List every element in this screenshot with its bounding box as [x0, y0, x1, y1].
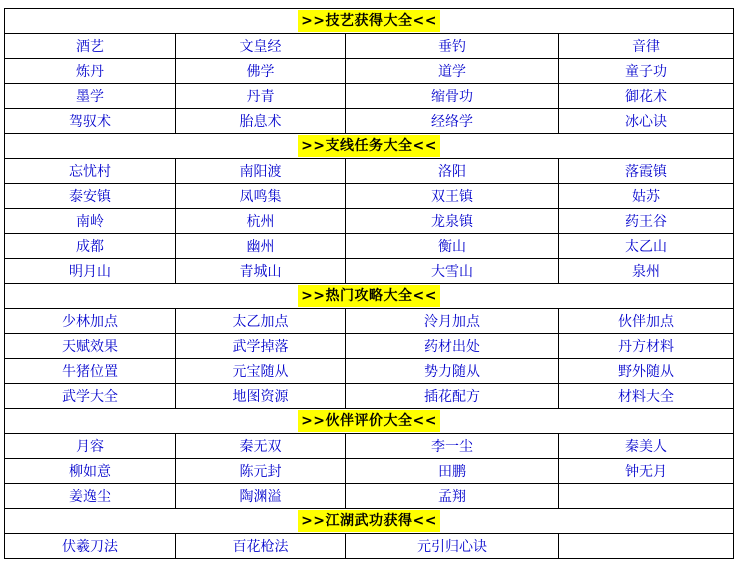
- table-cell: [559, 159, 734, 184]
- guide-link[interactable]: 野外随从: [618, 364, 675, 380]
- table-cell: [559, 534, 734, 559]
- table-cell: [559, 359, 734, 384]
- table-cell: [176, 259, 346, 284]
- table-cell: [346, 234, 559, 259]
- guide-link[interactable]: 柳如意: [69, 464, 111, 480]
- table-cell: [176, 334, 346, 359]
- guide-link[interactable]: 酒艺: [76, 39, 104, 55]
- guide-link[interactable]: 势力随从: [424, 364, 480, 380]
- guide-link[interactable]: 文皇经: [239, 39, 282, 55]
- guide-link[interactable]: 秦无双: [239, 439, 282, 455]
- table-row: [5, 109, 734, 134]
- table-row: [5, 84, 734, 109]
- table-cell: [5, 384, 176, 409]
- table-cell: [176, 234, 346, 259]
- table-cell: [176, 59, 346, 84]
- table-cell: [176, 359, 346, 384]
- guide-link[interactable]: 太乙山: [625, 239, 668, 255]
- guide-index: [4, 8, 733, 559]
- guide-link[interactable]: 丹青: [246, 89, 275, 105]
- guide-link[interactable]: 月容: [76, 439, 104, 455]
- table-cell: [346, 59, 559, 84]
- table-cell: [5, 459, 176, 484]
- guide-link[interactable]: 元引归心诀: [417, 539, 487, 555]
- table-cell: [176, 459, 346, 484]
- table-row: [5, 234, 734, 259]
- guide-link[interactable]: 太乙加点: [232, 314, 289, 330]
- guide-link[interactable]: 牛猪位置: [62, 364, 118, 380]
- guide-link[interactable]: 孟翔: [438, 489, 466, 505]
- table-row: [5, 209, 734, 234]
- guide-link[interactable]: 材料大全: [618, 389, 675, 405]
- guide-link[interactable]: 衡山: [438, 239, 466, 255]
- section-header-row: [5, 134, 734, 159]
- table-cell: [346, 384, 559, 409]
- table-row: [5, 59, 734, 84]
- table-cell: [346, 209, 559, 234]
- guide-link[interactable]: 地图资源: [232, 389, 289, 405]
- table-cell: [559, 434, 734, 459]
- section-header: [5, 9, 734, 34]
- section-title: >>支线任务大全<<: [298, 135, 440, 157]
- guide-link[interactable]: 炼丹: [76, 64, 104, 80]
- section-header-row: [5, 509, 734, 534]
- table-row: [5, 384, 734, 409]
- table-cell: [5, 34, 176, 59]
- section-title: >>技艺获得大全<<: [298, 10, 440, 32]
- table-cell: [176, 84, 346, 109]
- table-cell: [346, 34, 559, 59]
- guide-link[interactable]: 墨学: [76, 89, 104, 105]
- guide-link[interactable]: 天赋效果: [62, 339, 118, 355]
- section-header: [5, 284, 734, 309]
- table-cell: [346, 159, 559, 184]
- table-cell: [559, 184, 734, 209]
- table-row: [5, 484, 734, 509]
- table-cell: [559, 59, 734, 84]
- table-cell: [5, 84, 176, 109]
- guide-link[interactable]: 经络学: [431, 114, 473, 130]
- guide-link[interactable]: 音律: [632, 39, 661, 55]
- table-cell: [5, 159, 176, 184]
- guide-link[interactable]: 南岭: [76, 214, 104, 230]
- table-cell: [346, 459, 559, 484]
- section-header: [5, 509, 734, 534]
- guide-link[interactable]: 陶渊溢: [239, 489, 282, 505]
- table-cell: [176, 384, 346, 409]
- table-cell: [559, 209, 734, 234]
- table-cell: [346, 359, 559, 384]
- guide-link[interactable]: 伏羲刀法: [62, 539, 118, 555]
- section-title: >>江湖武功获得<<: [298, 510, 440, 532]
- guide-link[interactable]: 冰心诀: [625, 114, 668, 130]
- guide-link[interactable]: 姑苏: [632, 189, 661, 205]
- table-cell: [176, 434, 346, 459]
- guide-link[interactable]: 洛阳: [438, 164, 466, 180]
- table-cell: [346, 184, 559, 209]
- table-cell: [176, 484, 346, 509]
- table-cell: [346, 84, 559, 109]
- table-cell: [559, 459, 734, 484]
- section-header: [5, 134, 734, 159]
- guide-link[interactable]: 钟无月: [625, 464, 668, 480]
- guide-link[interactable]: 药材出处: [424, 339, 480, 355]
- table-cell: [176, 34, 346, 59]
- section-header-row: [5, 9, 734, 34]
- table-cell: [5, 359, 176, 384]
- table-row: [5, 459, 734, 484]
- table-cell: [176, 159, 346, 184]
- guide-link[interactable]: 南阳渡: [239, 164, 282, 180]
- table-cell: [5, 184, 176, 209]
- table-cell: [5, 309, 176, 334]
- guide-link[interactable]: 药王谷: [625, 214, 668, 230]
- table-cell: [559, 384, 734, 409]
- guide-link[interactable]: 田鹏: [438, 464, 466, 480]
- guide-link[interactable]: 落霞镇: [625, 164, 668, 180]
- table-cell: [346, 334, 559, 359]
- section-header-row: [5, 284, 734, 309]
- table-cell: [559, 334, 734, 359]
- guide-link[interactable]: 明月山: [69, 264, 111, 280]
- table-cell: [346, 484, 559, 509]
- table-cell: [559, 34, 734, 59]
- guide-link[interactable]: 双王镇: [431, 189, 473, 205]
- table-cell: [346, 259, 559, 284]
- guide-link[interactable]: 成都: [76, 239, 104, 255]
- section-title: >>伙伴评价大全<<: [298, 410, 440, 432]
- table-cell: [176, 534, 346, 559]
- guide-link[interactable]: 佛学: [246, 64, 275, 80]
- guide-link[interactable]: 青城山: [239, 264, 282, 280]
- guide-link[interactable]: 凤鸣集: [239, 189, 282, 205]
- table-cell: [176, 309, 346, 334]
- table-cell: [559, 309, 734, 334]
- table-cell: [559, 84, 734, 109]
- guide-link[interactable]: 陈元封: [239, 464, 282, 480]
- guide-link[interactable]: 忘忧村: [69, 164, 111, 180]
- guide-link[interactable]: 缩骨功: [431, 89, 473, 105]
- guide-link[interactable]: 御花术: [625, 89, 668, 105]
- guide-link[interactable]: 驾驭术: [69, 114, 111, 130]
- guide-link[interactable]: 泉州: [632, 264, 661, 280]
- table-cell: [5, 484, 176, 509]
- table-cell: [5, 334, 176, 359]
- table-cell: [5, 109, 176, 134]
- table-cell: [559, 259, 734, 284]
- guide-link[interactable]: 武学大全: [62, 389, 118, 405]
- table-cell: [5, 259, 176, 284]
- guide-link[interactable]: 胎息术: [239, 114, 282, 130]
- table-cell: [5, 59, 176, 84]
- guide-link[interactable]: 百花枪法: [232, 539, 289, 555]
- table-row: [5, 309, 734, 334]
- table-cell: [5, 209, 176, 234]
- table-cell: [346, 534, 559, 559]
- guide-link[interactable]: 李一尘: [431, 439, 473, 455]
- guide-link[interactable]: 泰安镇: [69, 189, 111, 205]
- guide-link[interactable]: 姜逸尘: [69, 489, 111, 505]
- table-row: [5, 359, 734, 384]
- table-row: [5, 259, 734, 284]
- guide-link[interactable]: 大雪山: [431, 264, 473, 280]
- table-row: [5, 334, 734, 359]
- guide-link[interactable]: 龙泉镇: [431, 214, 473, 230]
- guide-link[interactable]: 垂钓: [438, 39, 466, 55]
- table-cell: [559, 109, 734, 134]
- guide-link[interactable]: 元宝随从: [232, 364, 289, 380]
- guide-link[interactable]: 少林加点: [62, 314, 118, 330]
- table-row: [5, 34, 734, 59]
- table-cell: [5, 434, 176, 459]
- guide-link[interactable]: 插花配方: [424, 389, 480, 405]
- guide-link[interactable]: 丹方材料: [618, 339, 675, 355]
- table-cell: [346, 434, 559, 459]
- table-cell: [346, 109, 559, 134]
- table-cell: [5, 234, 176, 259]
- guide-link[interactable]: 童子功: [625, 64, 668, 80]
- table-cell: [559, 234, 734, 259]
- section-header-row: [5, 409, 734, 434]
- table-cell: [559, 484, 734, 509]
- table-cell: [5, 534, 176, 559]
- table-cell: [176, 109, 346, 134]
- table-cell: [176, 184, 346, 209]
- guide-table: [4, 8, 734, 559]
- guide-link[interactable]: 杭州: [246, 214, 275, 230]
- guide-link[interactable]: 泠月加点: [424, 314, 480, 330]
- guide-link[interactable]: 幽州: [246, 239, 275, 255]
- section-title: >>热门攻略大全<<: [298, 285, 440, 307]
- section-header: [5, 409, 734, 434]
- table-cell: [176, 209, 346, 234]
- table-row: [5, 434, 734, 459]
- guide-link[interactable]: 秦美人: [625, 439, 668, 455]
- guide-link[interactable]: 道学: [438, 64, 466, 80]
- table-cell: [346, 309, 559, 334]
- table-row: [5, 184, 734, 209]
- guide-link[interactable]: 伙伴加点: [618, 314, 675, 330]
- table-row: [5, 159, 734, 184]
- table-row: [5, 534, 734, 559]
- guide-link[interactable]: 武学掉落: [232, 339, 289, 355]
